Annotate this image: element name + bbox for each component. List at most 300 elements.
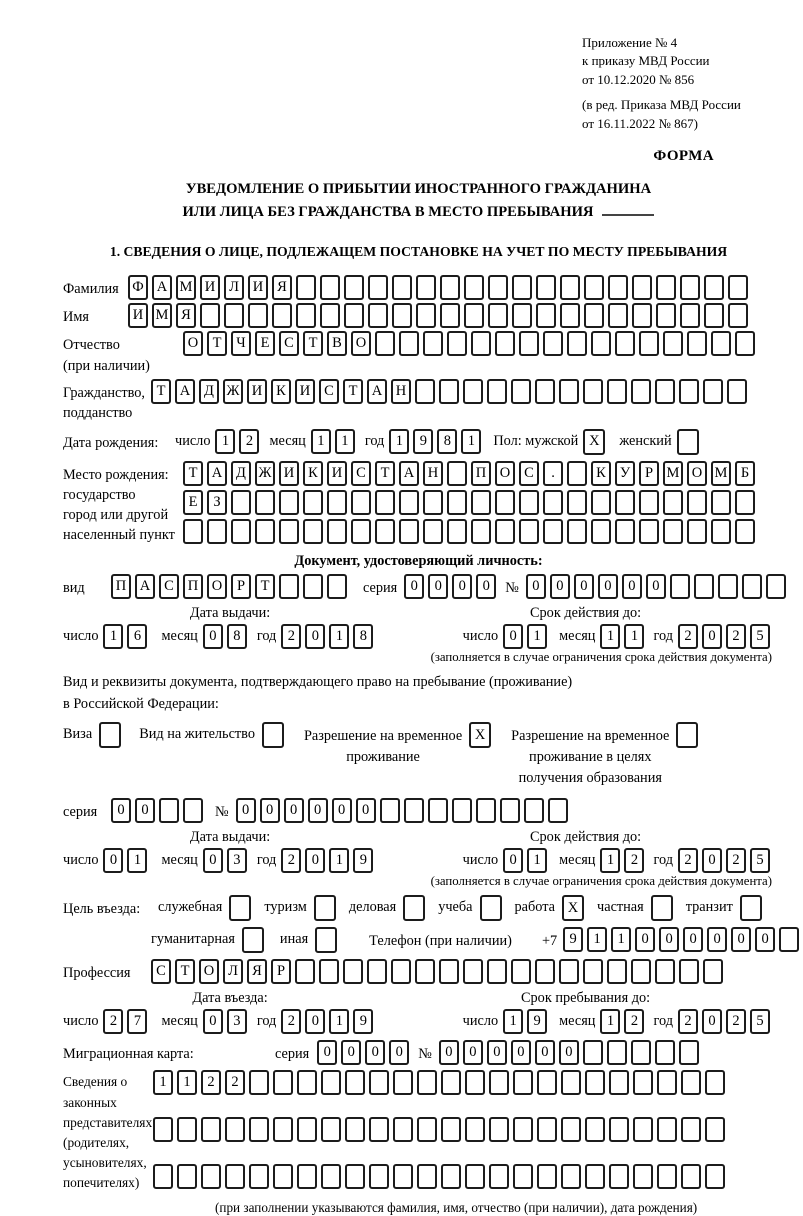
character-cell[interactable] [153, 1117, 173, 1142]
character-cell[interactable] [417, 1117, 437, 1142]
character-cell[interactable]: 1 [329, 1009, 349, 1034]
character-cell[interactable] [585, 1164, 605, 1189]
character-cell[interactable] [380, 798, 400, 823]
character-cell[interactable]: 0 [526, 574, 546, 599]
doc-issue-month[interactable] [203, 624, 251, 649]
character-cell[interactable]: 0 [203, 1009, 223, 1034]
character-cell[interactable]: 1 [311, 429, 331, 454]
character-cell[interactable] [201, 1164, 221, 1189]
character-cell[interactable] [273, 1117, 293, 1142]
citizenship-cells[interactable] [151, 379, 751, 404]
character-cell[interactable] [369, 1117, 389, 1142]
character-cell[interactable]: К [271, 379, 291, 404]
character-cell[interactable]: 2 [281, 624, 301, 649]
character-cell[interactable] [535, 379, 555, 404]
character-cell[interactable]: 0 [135, 798, 155, 823]
character-cell[interactable] [297, 1164, 317, 1189]
character-cell[interactable]: 0 [535, 1040, 555, 1065]
character-cell[interactable] [345, 1117, 365, 1142]
character-cell[interactable]: Е [183, 490, 203, 515]
character-cell[interactable]: 0 [659, 927, 679, 952]
doc-valid-day[interactable] [503, 624, 551, 649]
character-cell[interactable]: Т [255, 574, 275, 599]
character-cell[interactable]: 9 [353, 1009, 373, 1034]
character-cell[interactable]: З [207, 490, 227, 515]
character-cell[interactable]: А [207, 461, 227, 486]
residence-permit-checkbox[interactable] [262, 722, 288, 748]
character-cell[interactable] [452, 798, 472, 823]
character-cell[interactable] [303, 519, 323, 544]
profession-cells[interactable] [151, 959, 727, 984]
character-cell[interactable] [687, 331, 707, 356]
character-cell[interactable] [447, 331, 467, 356]
character-cell[interactable] [631, 379, 651, 404]
character-cell[interactable] [655, 379, 675, 404]
character-cell[interactable] [345, 1070, 365, 1095]
character-cell[interactable] [679, 959, 699, 984]
character-cell[interactable]: И [327, 461, 347, 486]
character-cell[interactable]: 1 [103, 624, 123, 649]
character-cell[interactable]: П [471, 461, 491, 486]
character-cell[interactable] [591, 519, 611, 544]
character-cell[interactable]: О [207, 574, 227, 599]
character-cell[interactable] [735, 490, 755, 515]
character-cell[interactable] [327, 490, 347, 515]
character-cell[interactable] [615, 519, 635, 544]
character-cell[interactable] [200, 303, 220, 328]
character-cell[interactable]: 1 [127, 848, 147, 873]
doc-issue-year[interactable] [281, 624, 377, 649]
character-cell[interactable]: 1 [600, 1009, 620, 1034]
character-cell[interactable] [183, 519, 203, 544]
character-cell[interactable] [403, 895, 425, 921]
character-cell[interactable]: 0 [476, 574, 496, 599]
character-cell[interactable] [560, 275, 580, 300]
character-cell[interactable]: 1 [329, 848, 349, 873]
character-cell[interactable]: С [159, 574, 179, 599]
character-cell[interactable]: 8 [227, 624, 247, 649]
character-cell[interactable] [718, 574, 738, 599]
character-cell[interactable] [681, 1070, 701, 1095]
character-cell[interactable]: 1 [624, 624, 644, 649]
character-cell[interactable]: 0 [622, 574, 642, 599]
character-cell[interactable] [465, 1070, 485, 1095]
character-cell[interactable]: Т [303, 331, 323, 356]
character-cell[interactable] [177, 1164, 197, 1189]
character-cell[interactable]: Т [151, 379, 171, 404]
character-cell[interactable] [711, 519, 731, 544]
character-cell[interactable] [740, 895, 762, 921]
character-cell[interactable] [319, 959, 339, 984]
character-cell[interactable] [543, 519, 563, 544]
doc-valid-month[interactable] [600, 624, 648, 649]
character-cell[interactable]: 2 [726, 848, 746, 873]
character-cell[interactable] [583, 959, 603, 984]
character-cell[interactable] [561, 1070, 581, 1095]
character-cell[interactable]: 2 [239, 429, 259, 454]
character-cell[interactable]: 0 [452, 574, 472, 599]
character-cell[interactable] [704, 275, 724, 300]
character-cell[interactable] [687, 490, 707, 515]
character-cell[interactable]: Т [343, 379, 363, 404]
character-cell[interactable] [297, 1117, 317, 1142]
character-cell[interactable] [543, 331, 563, 356]
character-cell[interactable] [279, 519, 299, 544]
character-cell[interactable] [615, 331, 635, 356]
character-cell[interactable] [416, 275, 436, 300]
character-cell[interactable] [559, 379, 579, 404]
character-cell[interactable]: И [295, 379, 315, 404]
birth-year-cells[interactable] [389, 429, 485, 454]
character-cell[interactable]: Н [391, 379, 411, 404]
character-cell[interactable] [279, 490, 299, 515]
character-cell[interactable]: 0 [317, 1040, 337, 1065]
character-cell[interactable]: 0 [305, 848, 325, 873]
res-valid-month[interactable] [600, 848, 648, 873]
character-cell[interactable] [465, 1164, 485, 1189]
doc-series-cells[interactable] [404, 574, 500, 599]
character-cell[interactable] [694, 574, 714, 599]
character-cell[interactable]: С [279, 331, 299, 356]
other-checkbox[interactable] [315, 927, 341, 953]
character-cell[interactable]: С [319, 379, 339, 404]
birth-place-row-1[interactable] [183, 461, 759, 486]
entry-month[interactable] [203, 1009, 251, 1034]
character-cell[interactable] [488, 275, 508, 300]
character-cell[interactable]: П [183, 574, 203, 599]
character-cell[interactable] [537, 1117, 557, 1142]
res-series-cells[interactable] [111, 798, 207, 823]
character-cell[interactable]: 1 [215, 429, 235, 454]
character-cell[interactable] [657, 1164, 677, 1189]
character-cell[interactable]: 2 [225, 1070, 245, 1095]
character-cell[interactable] [351, 490, 371, 515]
character-cell[interactable]: 1 [177, 1070, 197, 1095]
character-cell[interactable] [680, 303, 700, 328]
character-cell[interactable]: Р [639, 461, 659, 486]
character-cell[interactable] [512, 275, 532, 300]
character-cell[interactable] [440, 303, 460, 328]
visa-checkbox[interactable] [99, 722, 125, 748]
character-cell[interactable] [262, 722, 284, 748]
character-cell[interactable]: 5 [750, 624, 770, 649]
character-cell[interactable] [681, 1117, 701, 1142]
character-cell[interactable] [229, 895, 251, 921]
character-cell[interactable]: X [562, 895, 584, 921]
character-cell[interactable] [679, 1040, 699, 1065]
representatives-row-3[interactable] [153, 1164, 729, 1189]
character-cell[interactable] [584, 303, 604, 328]
character-cell[interactable] [633, 1164, 653, 1189]
character-cell[interactable] [548, 798, 568, 823]
character-cell[interactable] [423, 519, 443, 544]
birth-place-row-3[interactable] [183, 519, 759, 544]
character-cell[interactable]: 0 [203, 848, 223, 873]
res-valid-day[interactable] [503, 848, 551, 873]
character-cell[interactable]: 0 [332, 798, 352, 823]
character-cell[interactable]: 1 [153, 1070, 173, 1095]
character-cell[interactable] [391, 959, 411, 984]
character-cell[interactable] [327, 574, 347, 599]
character-cell[interactable] [742, 574, 762, 599]
character-cell[interactable] [655, 959, 675, 984]
character-cell[interactable] [561, 1117, 581, 1142]
character-cell[interactable] [536, 303, 556, 328]
character-cell[interactable] [670, 574, 690, 599]
character-cell[interactable] [441, 1117, 461, 1142]
character-cell[interactable] [488, 303, 508, 328]
character-cell[interactable] [272, 303, 292, 328]
character-cell[interactable]: 8 [353, 624, 373, 649]
character-cell[interactable] [561, 1164, 581, 1189]
doc-type-cells[interactable] [111, 574, 351, 599]
character-cell[interactable] [177, 1117, 197, 1142]
character-cell[interactable]: Е [255, 331, 275, 356]
character-cell[interactable]: А [367, 379, 387, 404]
character-cell[interactable] [705, 1070, 725, 1095]
character-cell[interactable] [500, 798, 520, 823]
temp-residence-education-checkbox[interactable] [676, 722, 702, 748]
character-cell[interactable] [224, 303, 244, 328]
character-cell[interactable] [728, 303, 748, 328]
representatives-row-1[interactable] [153, 1070, 729, 1095]
character-cell[interactable] [321, 1070, 341, 1095]
character-cell[interactable]: X [469, 722, 491, 748]
character-cell[interactable]: В [327, 331, 347, 356]
character-cell[interactable] [399, 519, 419, 544]
character-cell[interactable]: 0 [260, 798, 280, 823]
migration-number-cells[interactable] [439, 1040, 703, 1065]
character-cell[interactable] [631, 1040, 651, 1065]
character-cell[interactable] [343, 959, 363, 984]
character-cell[interactable] [297, 1070, 317, 1095]
character-cell[interactable] [705, 1164, 725, 1189]
character-cell[interactable] [320, 303, 340, 328]
character-cell[interactable] [447, 461, 467, 486]
character-cell[interactable] [711, 331, 731, 356]
character-cell[interactable] [393, 1117, 413, 1142]
character-cell[interactable] [416, 303, 436, 328]
character-cell[interactable] [583, 1040, 603, 1065]
character-cell[interactable] [559, 959, 579, 984]
character-cell[interactable] [609, 1070, 629, 1095]
character-cell[interactable]: М [711, 461, 731, 486]
character-cell[interactable]: 1 [600, 624, 620, 649]
character-cell[interactable]: 0 [731, 927, 751, 952]
temp-residence-checkbox[interactable] [469, 722, 495, 748]
character-cell[interactable] [679, 379, 699, 404]
character-cell[interactable]: О [199, 959, 219, 984]
character-cell[interactable] [519, 490, 539, 515]
tourism-checkbox[interactable] [314, 895, 340, 921]
character-cell[interactable] [439, 959, 459, 984]
character-cell[interactable] [249, 1117, 269, 1142]
character-cell[interactable]: 9 [563, 927, 583, 952]
character-cell[interactable] [327, 519, 347, 544]
character-cell[interactable]: И [279, 461, 299, 486]
character-cell[interactable] [428, 798, 448, 823]
character-cell[interactable]: Р [271, 959, 291, 984]
character-cell[interactable]: 9 [413, 429, 433, 454]
patronymic-cells[interactable] [183, 331, 759, 356]
character-cell[interactable]: 0 [503, 848, 523, 873]
character-cell[interactable] [476, 798, 496, 823]
character-cell[interactable] [273, 1070, 293, 1095]
character-cell[interactable] [735, 331, 755, 356]
character-cell[interactable]: 1 [335, 429, 355, 454]
character-cell[interactable]: 1 [527, 624, 547, 649]
character-cell[interactable] [231, 519, 251, 544]
character-cell[interactable] [676, 722, 698, 748]
character-cell[interactable]: 2 [201, 1070, 221, 1095]
character-cell[interactable]: 1 [587, 927, 607, 952]
character-cell[interactable]: О [183, 331, 203, 356]
character-cell[interactable]: 0 [341, 1040, 361, 1065]
character-cell[interactable] [632, 275, 652, 300]
character-cell[interactable] [615, 490, 635, 515]
character-cell[interactable] [296, 303, 316, 328]
business-checkbox[interactable] [403, 895, 429, 921]
character-cell[interactable]: 0 [111, 798, 131, 823]
character-cell[interactable]: 0 [103, 848, 123, 873]
character-cell[interactable] [535, 959, 555, 984]
character-cell[interactable]: 0 [646, 574, 666, 599]
character-cell[interactable]: X [583, 429, 605, 455]
character-cell[interactable]: Д [231, 461, 251, 486]
character-cell[interactable] [639, 490, 659, 515]
character-cell[interactable]: 0 [550, 574, 570, 599]
character-cell[interactable]: 0 [635, 927, 655, 952]
character-cell[interactable] [399, 331, 419, 356]
character-cell[interactable] [591, 490, 611, 515]
character-cell[interactable] [392, 303, 412, 328]
character-cell[interactable]: 0 [702, 848, 722, 873]
character-cell[interactable]: 3 [227, 1009, 247, 1034]
character-cell[interactable] [560, 303, 580, 328]
character-cell[interactable]: 5 [750, 1009, 770, 1034]
character-cell[interactable] [681, 1164, 701, 1189]
character-cell[interactable] [441, 1164, 461, 1189]
character-cell[interactable] [519, 331, 539, 356]
character-cell[interactable]: 2 [103, 1009, 123, 1034]
character-cell[interactable]: 2 [678, 848, 698, 873]
stay-day[interactable] [503, 1009, 551, 1034]
character-cell[interactable]: Я [176, 303, 196, 328]
character-cell[interactable] [489, 1117, 509, 1142]
doc-valid-year[interactable] [678, 624, 774, 649]
character-cell[interactable] [607, 1040, 627, 1065]
sex-female-checkbox[interactable] [677, 429, 703, 455]
character-cell[interactable] [415, 379, 435, 404]
character-cell[interactable] [399, 490, 419, 515]
character-cell[interactable] [513, 1070, 533, 1095]
character-cell[interactable] [315, 927, 337, 953]
official-checkbox[interactable] [229, 895, 255, 921]
character-cell[interactable]: С [351, 461, 371, 486]
character-cell[interactable]: 1 [611, 927, 631, 952]
character-cell[interactable] [369, 1070, 389, 1095]
character-cell[interactable]: 6 [127, 624, 147, 649]
character-cell[interactable]: 2 [726, 1009, 746, 1034]
character-cell[interactable] [321, 1164, 341, 1189]
character-cell[interactable] [487, 379, 507, 404]
character-cell[interactable]: . [543, 461, 563, 486]
character-cell[interactable] [487, 959, 507, 984]
character-cell[interactable] [583, 379, 603, 404]
work-checkbox[interactable] [562, 895, 588, 921]
doc-issue-day[interactable] [103, 624, 151, 649]
character-cell[interactable]: 1 [329, 624, 349, 649]
character-cell[interactable] [367, 959, 387, 984]
character-cell[interactable] [303, 574, 323, 599]
character-cell[interactable]: 9 [527, 1009, 547, 1034]
birth-place-row-2[interactable] [183, 490, 759, 515]
sex-male-checkbox[interactable] [583, 429, 609, 455]
character-cell[interactable]: О [495, 461, 515, 486]
character-cell[interactable]: А [399, 461, 419, 486]
character-cell[interactable]: 0 [463, 1040, 483, 1065]
character-cell[interactable] [159, 798, 179, 823]
character-cell[interactable]: 0 [439, 1040, 459, 1065]
character-cell[interactable] [711, 490, 731, 515]
character-cell[interactable]: А [175, 379, 195, 404]
character-cell[interactable] [631, 959, 651, 984]
character-cell[interactable] [471, 490, 491, 515]
character-cell[interactable] [368, 303, 388, 328]
character-cell[interactable] [663, 331, 683, 356]
character-cell[interactable]: 0 [308, 798, 328, 823]
character-cell[interactable] [464, 303, 484, 328]
character-cell[interactable]: Т [207, 331, 227, 356]
doc-number-cells[interactable] [526, 574, 790, 599]
character-cell[interactable] [705, 1117, 725, 1142]
character-cell[interactable] [463, 959, 483, 984]
character-cell[interactable] [567, 519, 587, 544]
character-cell[interactable]: М [152, 303, 172, 328]
character-cell[interactable] [567, 331, 587, 356]
character-cell[interactable] [393, 1070, 413, 1095]
character-cell[interactable] [779, 927, 799, 952]
character-cell[interactable] [609, 1164, 629, 1189]
character-cell[interactable] [279, 574, 299, 599]
character-cell[interactable]: 0 [305, 624, 325, 649]
character-cell[interactable] [423, 490, 443, 515]
surname-cells[interactable] [128, 275, 752, 300]
character-cell[interactable] [687, 519, 707, 544]
character-cell[interactable] [657, 1117, 677, 1142]
character-cell[interactable]: И [200, 275, 220, 300]
character-cell[interactable] [608, 303, 628, 328]
character-cell[interactable] [248, 303, 268, 328]
character-cell[interactable]: С [519, 461, 539, 486]
res-valid-year[interactable] [678, 848, 774, 873]
character-cell[interactable]: 1 [461, 429, 481, 454]
character-cell[interactable] [255, 490, 275, 515]
character-cell[interactable] [295, 959, 315, 984]
character-cell[interactable]: 0 [203, 624, 223, 649]
character-cell[interactable]: 0 [389, 1040, 409, 1065]
character-cell[interactable] [345, 1164, 365, 1189]
character-cell[interactable] [489, 1164, 509, 1189]
character-cell[interactable]: 1 [527, 848, 547, 873]
character-cell[interactable] [417, 1070, 437, 1095]
character-cell[interactable]: А [135, 574, 155, 599]
character-cell[interactable] [231, 490, 251, 515]
character-cell[interactable]: 0 [356, 798, 376, 823]
character-cell[interactable] [639, 331, 659, 356]
humanitarian-checkbox[interactable] [242, 927, 268, 953]
private-checkbox[interactable] [651, 895, 677, 921]
